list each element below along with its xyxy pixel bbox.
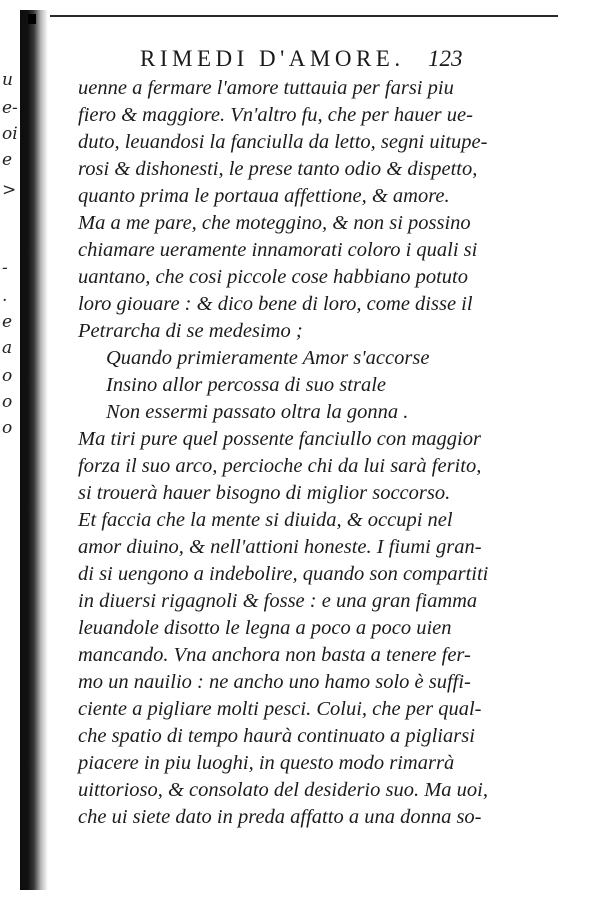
margin-fragment: o bbox=[2, 392, 13, 412]
text-line: duto, leuandosi la fanciulla da letto, segni uitupe- bbox=[78, 131, 488, 153]
text-line: uenne a fermare l'amore tuttauia per farsi piu bbox=[78, 77, 454, 99]
text-line: Ma tiri pure quel possente fanciullo con maggior bbox=[78, 428, 481, 450]
margin-fragment: e bbox=[2, 312, 13, 332]
text-line: si trouerà hauer bisogno di miglior soccorso. bbox=[78, 482, 451, 504]
running-header bbox=[140, 46, 500, 76]
text-line: uantano, che cosi piccole cose habbiano potuto bbox=[78, 266, 468, 288]
page-number: 123 bbox=[428, 46, 463, 71]
text-line: chiamare ueramente innamorati coloro i quali si bbox=[78, 239, 478, 261]
text-line: rosi & dishonesti, le prese tanto odio & dispetto, bbox=[78, 158, 478, 180]
binding-gutter-shadow bbox=[20, 10, 48, 890]
verse-line: Quando primieramente Amor s'accorse bbox=[106, 347, 430, 369]
verse-line: Non essermi passato oltra la gonna . bbox=[106, 401, 409, 423]
margin-fragment: e bbox=[2, 150, 13, 170]
text-line: di si uengono a indebolire, quando son compartiti bbox=[78, 563, 489, 585]
running-title: RIMEDI D'AMORE. bbox=[140, 46, 405, 71]
text-line: ciente a pigliare molti pesci. Colui, che per qual- bbox=[78, 698, 482, 720]
text-line: forza il suo arco, percioche chi da lui sarà ferito, bbox=[78, 455, 482, 477]
margin-fragment: oi bbox=[2, 124, 18, 144]
text-line: Petrarcha di se medesimo ; bbox=[78, 320, 303, 342]
text-line: Ma a me pare, che moteggino, & non si possino bbox=[78, 212, 471, 234]
text-line: piacere in piu luoghi, in questo modo rimarrà bbox=[78, 752, 455, 774]
text-line: mo un nauilio : ne ancho uno hamo solo è suffi- bbox=[78, 671, 471, 693]
binding-gutter-mark bbox=[28, 14, 36, 24]
margin-fragment: e- bbox=[2, 98, 18, 118]
text-line: Et faccia che la mente si diuida, & occupi nel bbox=[78, 509, 453, 531]
facing-page-margin bbox=[0, 0, 20, 900]
text-line: mancando. Vna anchora non basta a tenere fer- bbox=[78, 644, 471, 666]
text-line: in diuersi rigagnoli & fosse : e una gran fiamma bbox=[78, 590, 478, 612]
margin-fragment: . bbox=[2, 286, 8, 306]
text-line: loro giouare : & dico bene di loro, come disse il bbox=[78, 293, 473, 315]
text-line: leuandole disotto le legna a poco a poco uien bbox=[78, 617, 452, 639]
text-line: amor diuino, & nell'attioni honeste. I fiumi gran- bbox=[78, 536, 482, 558]
margin-fragment: a bbox=[2, 338, 13, 358]
text-line: che spatio di tempo haurà continuato a pigliarsi bbox=[78, 725, 475, 747]
margin-fragment: u bbox=[2, 70, 13, 90]
margin-fragment: o bbox=[2, 418, 13, 438]
margin-fragment: o bbox=[2, 366, 13, 386]
text-line: quanto prima le portaua affettione, & amore. bbox=[78, 185, 450, 207]
margin-fragment: > bbox=[2, 180, 17, 200]
text-line: fiero & maggiore. Vn'altro fu, che per hauer ue- bbox=[78, 104, 473, 126]
margin-fragment: - bbox=[2, 258, 8, 278]
verse-line: Insino allor percossa di suo strale bbox=[106, 374, 386, 396]
text-line: che ui siete dato in preda affatto a una donna so- bbox=[78, 806, 482, 828]
text-line: uittorioso, & consolato del desiderio suo. Ma uoi, bbox=[78, 779, 488, 801]
top-rule bbox=[50, 15, 558, 17]
